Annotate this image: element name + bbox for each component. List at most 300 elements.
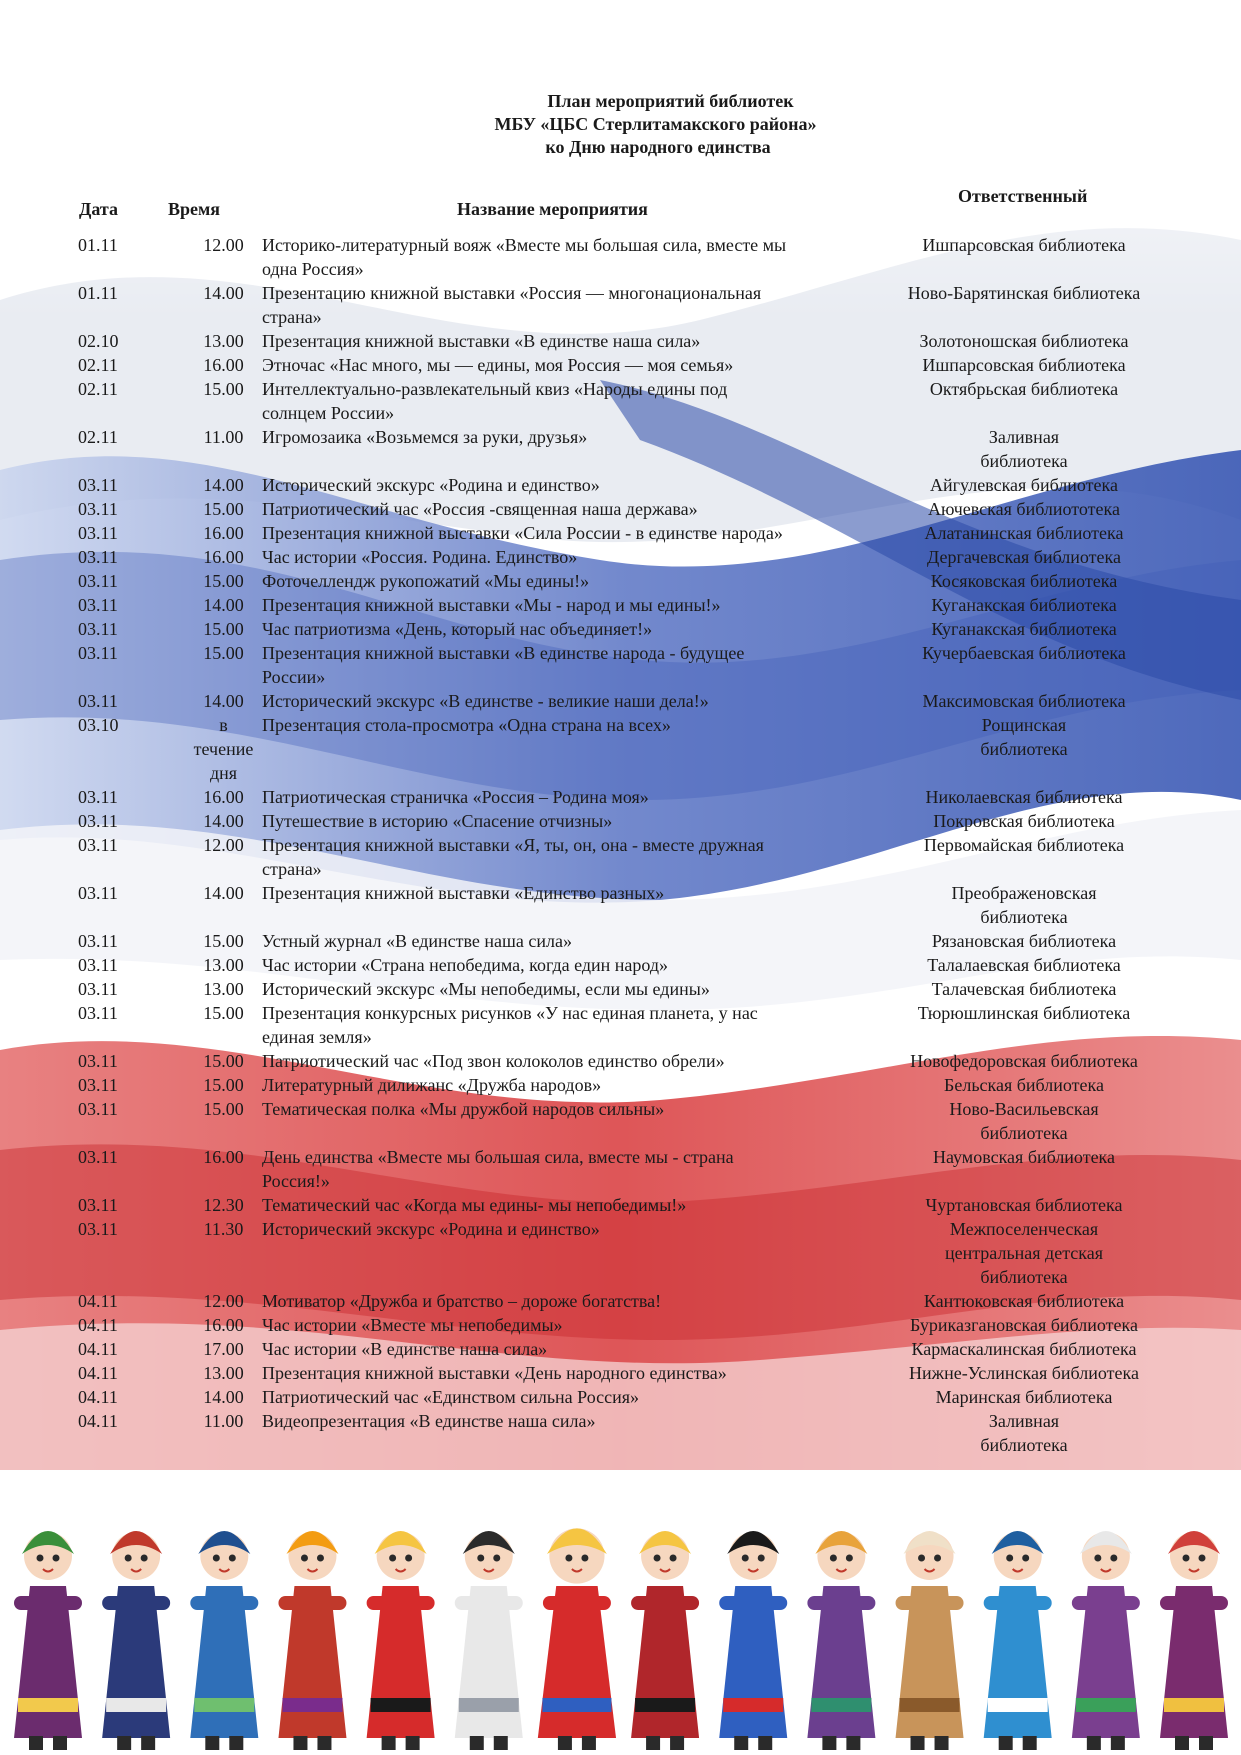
cell-time — [185, 1337, 262, 1361]
cell-responsible-line: библиотека — [980, 739, 1068, 759]
cell-event — [262, 1385, 889, 1409]
table-row — [0, 1361, 1241, 1385]
cell-event — [262, 1193, 889, 1217]
cell-time — [185, 1001, 262, 1049]
cell-event-line: Мотиватор «Дружба и братство – дороже богатства! — [262, 1291, 662, 1311]
cell-time — [185, 617, 262, 641]
cell-time — [185, 1145, 262, 1193]
cell-event-line: Презентацию книжной выставки «Россия — многонациональная — [262, 283, 762, 303]
cell-time — [185, 1313, 262, 1337]
table-row — [0, 1073, 1241, 1097]
cell-responsible-line: Маринская библиотека — [935, 1387, 1113, 1407]
costume-child-figure — [807, 1531, 875, 1750]
table-row — [0, 1097, 1241, 1145]
cell-responsible-line: библиотека — [980, 451, 1068, 471]
cell-time-line: 15.00 — [203, 379, 244, 399]
cell-responsible-line: Бельская библиотека — [944, 1075, 1104, 1095]
cell-date: 02.11 — [78, 355, 118, 375]
table-row — [0, 1193, 1241, 1217]
cell-time — [185, 929, 262, 953]
cell-event-line: Видеопрезентация «В единстве наша сила» — [262, 1411, 596, 1431]
cell-responsible — [894, 425, 1154, 473]
header-time: Время — [168, 199, 221, 219]
costume-child-figure — [278, 1531, 346, 1750]
cell-responsible-line: Талачевская библиотека — [931, 979, 1117, 999]
cell-event — [262, 545, 889, 569]
cell-event-line: Россия!» — [262, 1171, 330, 1191]
cell-date: 03.11 — [78, 643, 118, 663]
cell-responsible — [894, 809, 1154, 833]
cell-time — [185, 1385, 262, 1409]
table-row — [0, 473, 1241, 497]
table-row — [0, 1289, 1241, 1313]
cell-event-line: Исторический экскурс «Родина и единство» — [262, 1219, 600, 1239]
cell-responsible — [894, 1361, 1154, 1385]
cell-event-line: Презентация книжной выставки «Сила России - в единстве народа» — [262, 523, 783, 543]
cell-responsible-line: Новофедоровская библиотека — [910, 1051, 1138, 1071]
cell-time-line: 17.00 — [203, 1339, 244, 1359]
cell-date: 02.11 — [78, 379, 118, 399]
cell-time-line: 13.00 — [203, 979, 244, 999]
cell-responsible — [894, 881, 1154, 929]
cell-date: 03.11 — [78, 787, 118, 807]
cell-date: 03.11 — [78, 979, 118, 999]
cell-event-line: Презентация книжной выставки «В единстве народа - будущее — [262, 643, 745, 663]
cell-date: 03.11 — [78, 595, 118, 615]
costume-child-figure — [455, 1531, 523, 1750]
cell-event-line: Фоточеллендж рукопожатий «Мы едины!» — [262, 571, 590, 591]
cell-time — [185, 329, 262, 353]
cell-responsible-line: Николаевская библиотека — [925, 787, 1123, 807]
cell-time-line: 13.00 — [203, 1363, 244, 1383]
cell-event — [262, 1001, 889, 1049]
costume-child-figure — [631, 1531, 699, 1750]
cell-event-line: Час истории «Россия. Родина. Единство» — [262, 547, 578, 567]
costume-child-figure — [984, 1531, 1052, 1750]
cell-responsible-line: Ишпарсовская библиотека — [922, 355, 1126, 375]
cell-event-line: Патриотический час «Единством сильна Россия» — [262, 1387, 640, 1407]
cell-event-line: страна» — [262, 307, 322, 327]
cell-time — [185, 809, 262, 833]
cell-responsible — [894, 1313, 1154, 1337]
cell-date: 04.11 — [78, 1339, 118, 1359]
title-line-1: План мероприятий библиотек — [547, 91, 794, 111]
cell-responsible-line: Ново-Барятинская библиотека — [907, 283, 1141, 303]
cell-event-line: Патриотический час «Россия -священная наша держава» — [262, 499, 698, 519]
cell-responsible — [894, 689, 1154, 713]
table-row — [0, 545, 1241, 569]
cell-time-line: течение — [193, 739, 254, 759]
cell-event-line: Патриотическая страничка «Россия – Родина моя» — [262, 787, 649, 807]
table-row — [0, 593, 1241, 617]
cell-event — [262, 977, 889, 1001]
cell-date: 04.11 — [78, 1315, 118, 1335]
cell-event — [262, 617, 889, 641]
cell-time — [185, 785, 262, 809]
cell-event-line: России» — [262, 667, 326, 687]
cell-time — [185, 977, 262, 1001]
table-row — [0, 617, 1241, 641]
cell-event-line: Патриотический час «Под звон колоколов единство обрели» — [262, 1051, 725, 1071]
cell-responsible — [894, 785, 1154, 809]
cell-event-line: Исторический экскурс «Мы непобедимы, если мы едины» — [262, 979, 710, 999]
cell-event — [262, 329, 889, 353]
cell-responsible — [894, 1049, 1154, 1073]
cell-event — [262, 1073, 889, 1097]
cell-event — [262, 1337, 889, 1361]
table-row — [0, 833, 1241, 881]
cell-date: 03.11 — [78, 1075, 118, 1095]
table-row — [0, 353, 1241, 377]
cell-date: 03.11 — [78, 1099, 118, 1119]
cell-event-line: День единства «Вместе мы большая сила, вместе мы - страна — [262, 1147, 734, 1167]
cell-time — [185, 425, 262, 473]
cell-date: 03.11 — [78, 1147, 118, 1167]
cell-time — [185, 233, 262, 281]
cell-event — [262, 1217, 889, 1289]
header-date: Дата — [79, 199, 118, 219]
cell-responsible-line: Дергачевская библиотека — [926, 547, 1121, 567]
cell-event — [262, 1313, 889, 1337]
cell-time-line: 15.00 — [203, 1051, 244, 1071]
cell-responsible-line: Октябрьская библиотека — [929, 379, 1119, 399]
cell-responsible-line: Наумовская библиотека — [932, 1147, 1116, 1167]
cell-time-line: 14.00 — [203, 475, 244, 495]
cell-event-line: Исторический экскурс «Родина и единство» — [262, 475, 600, 495]
header-event: Название мероприятия — [457, 199, 648, 219]
cell-event-line: Игромозаика «Возьмемся за руки, друзья» — [262, 427, 588, 447]
cell-responsible-line: Покровская библиотека — [933, 811, 1115, 831]
table-row — [0, 977, 1241, 1001]
cell-time — [185, 377, 262, 425]
cell-responsible — [894, 569, 1154, 593]
table-row — [0, 713, 1241, 785]
cell-time-line: 14.00 — [203, 691, 244, 711]
cell-date: 03.11 — [78, 619, 118, 639]
cell-date: 03.11 — [78, 835, 118, 855]
cell-responsible-line: Заливная — [988, 427, 1060, 447]
cell-date: 04.11 — [78, 1411, 118, 1431]
cell-responsible-line: Нижне-Услинская библиотека — [909, 1363, 1139, 1383]
cell-responsible — [894, 617, 1154, 641]
cell-time-line: 15.00 — [203, 1075, 244, 1095]
title-line-3: ко Дню народного единства — [545, 137, 771, 157]
cell-time — [185, 641, 262, 689]
cell-event-line: Презентация книжной выставки «Мы - народ и мы едины!» — [262, 595, 721, 615]
cell-event — [262, 713, 889, 785]
cell-time-line: в — [219, 715, 228, 735]
cell-responsible — [894, 713, 1154, 785]
cell-responsible-line: библиотека — [980, 1267, 1068, 1287]
cell-event-line: Презентация книжной выставки «Я, ты, он, она - вместе дружная — [262, 835, 764, 855]
cell-time-line: 16.00 — [203, 787, 244, 807]
table-row — [0, 641, 1241, 689]
cell-event-line: Тематический час «Когда мы едины- мы непобедимы!» — [262, 1195, 687, 1215]
cell-time-line: 15.00 — [203, 499, 244, 519]
cell-event — [262, 929, 889, 953]
cell-time-line: 12.30 — [203, 1195, 244, 1215]
cell-responsible-line: Косяковская библиотека — [930, 571, 1118, 591]
table-row — [0, 689, 1241, 713]
table-row — [0, 1217, 1241, 1289]
cell-responsible-line: Максимовская библиотека — [922, 691, 1126, 711]
cell-time — [185, 1073, 262, 1097]
cell-responsible — [894, 1001, 1154, 1049]
cell-responsible-line: Куганакская библиотека — [931, 619, 1117, 639]
cell-time-line: 14.00 — [203, 595, 244, 615]
cell-date: 04.11 — [78, 1363, 118, 1383]
cell-event — [262, 377, 889, 425]
cell-time-line: 16.00 — [203, 1147, 244, 1167]
cell-event — [262, 425, 889, 473]
cell-event — [262, 1409, 889, 1457]
cell-responsible-line: библиотека — [980, 1123, 1068, 1143]
cell-time-line: 13.00 — [203, 331, 244, 351]
costume-child-figure — [1072, 1531, 1140, 1750]
cell-responsible — [894, 833, 1154, 881]
cell-responsible-line: Кармаскалинская библиотека — [911, 1339, 1137, 1359]
table-row — [0, 521, 1241, 545]
document-title — [0, 90, 1241, 159]
cell-responsible — [894, 929, 1154, 953]
cell-responsible — [894, 497, 1154, 521]
cell-time-line: 14.00 — [203, 883, 244, 903]
cell-event — [262, 641, 889, 689]
cell-date: 03.10 — [78, 715, 119, 735]
table-row — [0, 929, 1241, 953]
cell-responsible — [894, 545, 1154, 569]
cell-event-line: Час истории «Вместе мы непобедимы» — [262, 1315, 563, 1335]
cell-responsible-line: Аючевская библиототека — [927, 499, 1120, 519]
table-row — [0, 881, 1241, 929]
cell-time — [185, 473, 262, 497]
cell-event-line: Презентация конкурсных рисунков «У нас единая планета, у нас — [262, 1003, 758, 1023]
events-table — [0, 233, 1241, 1457]
table-row — [0, 1385, 1241, 1409]
cell-date: 03.11 — [78, 499, 118, 519]
cell-event — [262, 689, 889, 713]
cell-time — [185, 521, 262, 545]
cell-time — [185, 713, 262, 785]
costume-child-figure — [1160, 1531, 1228, 1750]
cell-event — [262, 521, 889, 545]
cell-event-line: Устный журнал «В единстве наша сила» — [262, 931, 572, 951]
cell-event — [262, 1289, 889, 1313]
costume-child-figure — [190, 1531, 258, 1750]
cell-event-line: Презентация книжной выставки «В единстве наша сила» — [262, 331, 701, 351]
cell-responsible-line: Айгулевская библиотека — [929, 475, 1118, 495]
cell-responsible-line: библиотека — [980, 907, 1068, 927]
cell-responsible-line: Ново-Васильевская — [949, 1099, 1099, 1119]
cell-event — [262, 497, 889, 521]
cell-responsible-line: библиотека — [980, 1435, 1068, 1455]
cell-time — [185, 689, 262, 713]
cell-responsible — [894, 1217, 1154, 1289]
cell-responsible — [894, 953, 1154, 977]
cell-date: 04.11 — [78, 1291, 118, 1311]
cell-time — [185, 953, 262, 977]
cell-event — [262, 233, 889, 281]
cell-time-line: 15.00 — [203, 571, 244, 591]
cell-responsible — [894, 977, 1154, 1001]
table-row — [0, 1049, 1241, 1073]
cell-date: 01.11 — [78, 235, 118, 255]
cell-responsible — [894, 1073, 1154, 1097]
cell-date: 03.11 — [78, 691, 118, 711]
cell-responsible-line: Буриказгановская библиотека — [910, 1315, 1138, 1335]
cell-time — [185, 1361, 262, 1385]
cell-date: 04.11 — [78, 1387, 118, 1407]
cell-responsible-line: Кучербаевская библиотека — [922, 643, 1126, 663]
cell-event — [262, 1361, 889, 1385]
table-row — [0, 569, 1241, 593]
cell-time-line: 15.00 — [203, 1003, 244, 1023]
cell-time-line: 15.00 — [203, 931, 244, 951]
cell-date: 03.11 — [78, 811, 118, 831]
cell-date: 03.11 — [78, 1051, 118, 1071]
cell-responsible-line: Куганакская библиотека — [931, 595, 1117, 615]
table-row — [0, 1145, 1241, 1193]
costume-child-figure — [367, 1531, 435, 1750]
cell-time-line: 12.00 — [203, 1291, 244, 1311]
cell-event-line: Этночас «Нас много, мы — едины, моя Россия — моя семья» — [262, 355, 734, 375]
cell-responsible-line: Преображеновская — [951, 883, 1097, 903]
cell-event — [262, 281, 889, 329]
cell-date: 01.11 — [78, 283, 118, 303]
cell-responsible-line: Чуртановская библиотека — [925, 1195, 1123, 1215]
cell-event-line: Презентация книжной выставки «Единство разных» — [262, 883, 665, 903]
cell-time-line: 14.00 — [203, 283, 244, 303]
cell-time — [185, 497, 262, 521]
cell-time — [185, 545, 262, 569]
cell-responsible — [894, 1193, 1154, 1217]
cell-date: 03.11 — [78, 523, 118, 543]
cell-time-line: 15.00 — [203, 619, 244, 639]
table-row — [0, 1409, 1241, 1457]
table-row — [0, 1001, 1241, 1049]
costume-child-figure — [896, 1531, 964, 1750]
cell-event-line: Литературный дилижанс «Дружба народов» — [262, 1075, 602, 1095]
cell-responsible — [894, 1385, 1154, 1409]
cell-responsible — [894, 329, 1154, 353]
cell-event — [262, 833, 889, 881]
cell-date: 03.11 — [78, 547, 118, 567]
cell-responsible — [894, 353, 1154, 377]
cell-time-line: 11.30 — [203, 1219, 244, 1239]
cell-responsible — [894, 281, 1154, 329]
cell-event-line: солнцем России» — [262, 403, 395, 423]
cell-time-line: 13.00 — [203, 955, 244, 975]
cell-responsible — [894, 1097, 1154, 1145]
cell-time-line: 16.00 — [203, 355, 244, 375]
cell-time — [185, 1409, 262, 1457]
cell-responsible-line: Рощинская — [981, 715, 1067, 735]
cell-event-line: Путешествие в историю «Спасение отчизны» — [262, 811, 613, 831]
cell-responsible-line: Рязановская библиотека — [931, 931, 1117, 951]
cell-time-line: 15.00 — [203, 643, 244, 663]
cell-responsible-line: Первомайская библиотека — [923, 835, 1125, 855]
title-line-2: МБУ «ЦБС Стерлитамакского района» — [494, 114, 817, 134]
table-row — [0, 497, 1241, 521]
cell-event-line: Час истории «Страна непобедима, когда един народ» — [262, 955, 669, 975]
cell-responsible-line: Кантюковская библиотека — [923, 1291, 1125, 1311]
cell-responsible — [894, 377, 1154, 425]
table-row — [0, 809, 1241, 833]
cell-event — [262, 473, 889, 497]
cell-time — [185, 569, 262, 593]
costume-child-figure — [14, 1531, 82, 1750]
cell-event-line: Исторический экскурс «В единстве - великие наши дела!» — [262, 691, 709, 711]
costume-child-figure — [538, 1528, 616, 1750]
cell-responsible-line: Заливная — [988, 1411, 1060, 1431]
cell-time-line: 16.00 — [203, 523, 244, 543]
cell-time — [185, 1049, 262, 1073]
cell-event — [262, 1097, 889, 1145]
cell-date: 03.11 — [78, 475, 118, 495]
cell-time-line: 14.00 — [203, 811, 244, 831]
costume-child-figure — [719, 1531, 787, 1750]
cell-responsible — [894, 641, 1154, 689]
cell-responsible — [894, 473, 1154, 497]
cell-event-line: Презентация стола-просмотра «Одна страна на всех» — [262, 715, 671, 735]
table-row — [0, 785, 1241, 809]
cell-time-line: 11.00 — [203, 427, 244, 447]
cell-responsible-line: Тюрюшлинская библиотека — [917, 1003, 1131, 1023]
cell-date: 03.11 — [78, 1195, 118, 1215]
cell-responsible-line: Талалаевская библиотека — [927, 955, 1121, 975]
children-national-costumes-illustration — [8, 1468, 1234, 1755]
cell-time-line: 11.00 — [203, 1411, 244, 1431]
cell-responsible — [894, 1145, 1154, 1193]
cell-date: 03.11 — [78, 883, 118, 903]
table-row — [0, 425, 1241, 473]
cell-responsible-line: Золотоношская библиотека — [919, 331, 1129, 351]
cell-time — [185, 1289, 262, 1313]
cell-event — [262, 593, 889, 617]
cell-event-line: Час патриотизма «День, который нас объединяет!» — [262, 619, 653, 639]
cell-event — [262, 1145, 889, 1193]
cell-responsible — [894, 1289, 1154, 1313]
cell-time — [185, 1097, 262, 1145]
cell-event — [262, 809, 889, 833]
cell-event — [262, 953, 889, 977]
table-row — [0, 281, 1241, 329]
cell-time-line: 15.00 — [203, 1099, 244, 1119]
cell-date: 02.10 — [78, 331, 119, 351]
cell-time — [185, 1217, 262, 1289]
table-row — [0, 1337, 1241, 1361]
cell-event-line: Интеллектуально-развлекательный квиз «Народы едины под — [262, 379, 728, 399]
cell-responsible-line: центральная детская — [944, 1243, 1104, 1263]
cell-responsible-line: Ишпарсовская библиотека — [922, 235, 1126, 255]
cell-time-line: 14.00 — [203, 1387, 244, 1407]
cell-date: 02.11 — [78, 427, 118, 447]
cell-time — [185, 1193, 262, 1217]
cell-time-line: 16.00 — [203, 547, 244, 567]
cell-responsible — [894, 1337, 1154, 1361]
cell-event-line: Презентация книжной выставки «День народного единства» — [262, 1363, 727, 1383]
header-responsible: Ответственный — [958, 186, 1088, 206]
table-row — [0, 233, 1241, 281]
table-row — [0, 377, 1241, 425]
cell-time-line: 12.00 — [203, 235, 244, 255]
cell-date: 03.11 — [78, 931, 118, 951]
cell-date: 03.11 — [78, 571, 118, 591]
cell-event-line: Историко-литературный вояж «Вместе мы большая сила, вместе мы — [262, 235, 787, 255]
cell-event-line: Час истории «В единстве наша сила» — [262, 1339, 548, 1359]
cell-event — [262, 881, 889, 929]
cell-date: 03.11 — [78, 1003, 118, 1023]
